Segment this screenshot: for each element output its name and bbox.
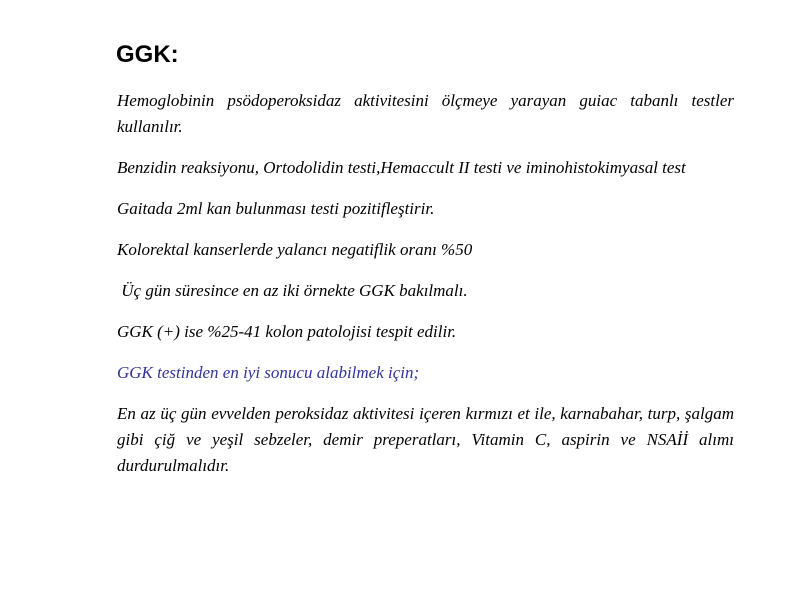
slide-body — [117, 88, 734, 494]
paragraph-guiac-tests: Hemoglobinin psödoperoksidaz aktivitesini ölçmeye yarayan guiac tabanlı testler kullanılır. — [117, 91, 734, 136]
paragraph-diet-restrictions: En az üç gün evvelden peroksidaz aktivitesi içeren kırmızı et ile, karnabahar, turp, şalgam gibi çiğ ve yeşil sebzeler, demir preperatları, Vitamin C, aspirin ve NSAİİ alımı durdurulmalıdır. — [117, 404, 734, 475]
paragraph-blood-amount: Gaitada 2ml kan bulunması testi pozitifleştirir. — [117, 199, 435, 218]
paragraph-three-days: Üç gün süresince en az iki örnekte GGK bakılmalı. — [117, 281, 468, 300]
paragraph-positive-result: GGK (+) ise %25-41 kolon patolojisi tespit edilir. — [117, 322, 457, 341]
slide-title: GGK: — [116, 41, 179, 68]
paragraph-best-result-heading: GGK testinden en iyi sonucu alabilmek için; — [117, 363, 420, 382]
paragraph-false-negative: Kolorektal kanserlerde yalancı negatiflik oranı %50 — [117, 240, 473, 259]
paragraph-test-types: Benzidin reaksiyonu, Ortodolidin testi,Hemaccult II testi ve iminohistokimyasal test — [117, 158, 686, 177]
